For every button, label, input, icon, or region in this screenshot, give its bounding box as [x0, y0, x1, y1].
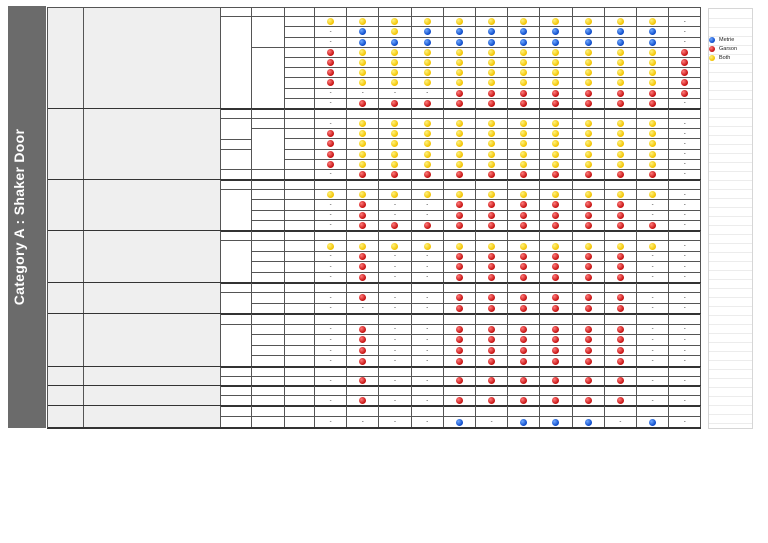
unavailable-mark: -: [329, 222, 332, 229]
unavailable-mark: -: [393, 336, 396, 343]
unavailable-mark: -: [683, 397, 686, 404]
unavailable-mark: -: [393, 397, 396, 404]
unavailable-mark: -: [651, 201, 654, 208]
legend-rule: [709, 324, 752, 325]
unavailable-mark: -: [393, 201, 396, 208]
unavailable-mark: -: [683, 419, 686, 425]
unavailable-mark: -: [651, 377, 654, 384]
legend-rule: [709, 90, 752, 91]
unavailable-mark: -: [683, 201, 686, 208]
unavailable-mark: -: [329, 377, 332, 384]
legend-rule: [709, 180, 752, 181]
unavailable-mark: -: [683, 171, 686, 178]
unavailable-mark: -: [426, 263, 429, 270]
unavailable-mark: -: [683, 151, 686, 158]
unavailable-mark: -: [393, 294, 396, 301]
category-title-text: Category A : Shaker Door: [11, 128, 27, 306]
legend-item-metrie: [708, 35, 753, 44]
unavailable-mark: -: [651, 326, 654, 333]
unavailable-mark: -: [426, 419, 429, 425]
unavailable-mark: -: [426, 347, 429, 354]
legend-rule: [709, 261, 752, 262]
legend-item-garson: [708, 44, 753, 53]
legend-rule: [709, 189, 752, 190]
unavailable-mark: -: [683, 191, 686, 198]
table-border: [47, 7, 701, 428]
unavailable-mark: -: [683, 161, 686, 168]
unavailable-mark: -: [683, 100, 686, 107]
legend-rule: [709, 108, 752, 109]
legend-rule: [709, 279, 752, 280]
legend-rule: [709, 288, 752, 289]
legend-rule: [709, 270, 752, 271]
legend-rule: [709, 198, 752, 199]
unavailable-mark: -: [393, 377, 396, 384]
legend-rule: [709, 117, 752, 118]
legend-rule: [709, 99, 752, 100]
unavailable-mark: -: [393, 90, 396, 97]
legend: [708, 35, 753, 68]
legend-rule: [709, 225, 752, 226]
unavailable-mark: -: [683, 305, 686, 312]
unavailable-mark: -: [619, 419, 622, 425]
legend-label: Both: [719, 54, 731, 61]
both-dot: [709, 55, 715, 61]
legend-rule: [709, 216, 752, 217]
unavailable-mark: -: [329, 358, 332, 365]
unavailable-mark: -: [329, 171, 332, 178]
unavailable-mark: -: [393, 347, 396, 354]
unavailable-mark: -: [426, 397, 429, 404]
legend-rule: [709, 333, 752, 334]
legend-rule: [709, 387, 752, 388]
unavailable-mark: -: [393, 358, 396, 365]
legend-rule: [709, 423, 752, 424]
legend-rule: [709, 297, 752, 298]
unavailable-mark: -: [683, 263, 686, 270]
legend-rule: [709, 207, 752, 208]
unavailable-mark: -: [426, 336, 429, 343]
unavailable-mark: -: [683, 377, 686, 384]
unavailable-mark: -: [393, 305, 396, 312]
unavailable-mark: -: [683, 243, 686, 250]
legend-rule: [709, 405, 752, 406]
unavailable-mark: -: [426, 201, 429, 208]
unavailable-mark: -: [651, 212, 654, 219]
unavailable-mark: -: [426, 305, 429, 312]
unavailable-mark: -: [393, 326, 396, 333]
legend-item-both: [708, 53, 753, 62]
unavailable-mark: -: [329, 397, 332, 404]
unavailable-mark: -: [361, 305, 364, 312]
unavailable-mark: -: [490, 419, 493, 425]
legend-rule: [709, 72, 752, 73]
unavailable-mark: -: [329, 212, 332, 219]
legend-rule: [709, 252, 752, 253]
legend-rule: [709, 369, 752, 370]
unavailable-mark: -: [329, 294, 332, 301]
unavailable-mark: -: [651, 294, 654, 301]
unavailable-mark: -: [393, 419, 396, 425]
unavailable-mark: -: [361, 419, 364, 425]
unavailable-mark: -: [651, 358, 654, 365]
legend-rule: [709, 414, 752, 415]
unavailable-mark: -: [683, 222, 686, 229]
unavailable-mark: -: [393, 263, 396, 270]
unavailable-mark: -: [329, 347, 332, 354]
legend-label: Metrie: [719, 36, 735, 43]
legend-rule: [709, 162, 752, 163]
unavailable-mark: -: [426, 377, 429, 384]
garson-dot: [709, 46, 715, 52]
legend-rule: [709, 126, 752, 127]
unavailable-mark: -: [329, 201, 332, 208]
unavailable-mark: -: [651, 274, 654, 281]
unavailable-mark: -: [329, 263, 332, 270]
unavailable-mark: -: [683, 130, 686, 137]
unavailable-mark: -: [426, 274, 429, 281]
unavailable-mark: -: [426, 212, 429, 219]
unavailable-mark: -: [361, 90, 364, 97]
unavailable-mark: -: [426, 253, 429, 260]
unavailable-mark: -: [329, 100, 332, 107]
unavailable-mark: -: [683, 336, 686, 343]
legend-label: Garson: [719, 45, 738, 52]
unavailable-mark: -: [683, 253, 686, 260]
unavailable-mark: -: [426, 90, 429, 97]
unavailable-mark: -: [683, 358, 686, 365]
legend-rule: [709, 27, 752, 28]
legend-rule: [709, 18, 752, 19]
legend-rule: [709, 396, 752, 397]
unavailable-mark: -: [683, 18, 686, 25]
unavailable-mark: -: [683, 326, 686, 333]
legend-rule: [709, 360, 752, 361]
legend-rule: [709, 315, 752, 316]
unavailable-mark: -: [426, 294, 429, 301]
unavailable-mark: -: [651, 263, 654, 270]
legend-rule: [709, 243, 752, 244]
legend-rule: [709, 144, 752, 145]
unavailable-mark: -: [393, 253, 396, 260]
unavailable-mark: -: [651, 347, 654, 354]
unavailable-mark: -: [329, 39, 332, 46]
unavailable-mark: -: [426, 326, 429, 333]
legend-rule: [709, 135, 752, 136]
unavailable-mark: -: [329, 28, 332, 35]
unavailable-mark: -: [651, 253, 654, 260]
legend-rule: [709, 153, 752, 154]
unavailable-mark: -: [683, 140, 686, 147]
unavailable-mark: -: [393, 274, 396, 281]
unavailable-mark: -: [651, 305, 654, 312]
legend-rule: [709, 234, 752, 235]
unavailable-mark: -: [329, 305, 332, 312]
unavailable-mark: -: [329, 90, 332, 97]
metrie-dot: [709, 37, 715, 43]
unavailable-mark: -: [683, 274, 686, 281]
legend-rule: [709, 351, 752, 352]
unavailable-mark: -: [683, 212, 686, 219]
unavailable-mark: -: [329, 120, 332, 127]
legend-panel: [708, 8, 753, 429]
unavailable-mark: -: [683, 28, 686, 35]
unavailable-mark: -: [426, 358, 429, 365]
unavailable-mark: -: [651, 336, 654, 343]
unavailable-mark: -: [651, 397, 654, 404]
legend-rule: [709, 81, 752, 82]
legend-rule: [709, 378, 752, 379]
legend-rule: [709, 306, 752, 307]
unavailable-mark: -: [393, 212, 396, 219]
unavailable-mark: -: [329, 326, 332, 333]
unavailable-mark: -: [683, 347, 686, 354]
legend-rule: [709, 171, 752, 172]
unavailable-mark: -: [329, 274, 332, 281]
unavailable-mark: -: [683, 294, 686, 301]
unavailable-mark: -: [329, 253, 332, 260]
unavailable-mark: -: [683, 39, 686, 46]
legend-rule: [709, 342, 752, 343]
unavailable-mark: -: [683, 120, 686, 127]
unavailable-mark: -: [329, 336, 332, 343]
unavailable-mark: -: [329, 419, 332, 425]
